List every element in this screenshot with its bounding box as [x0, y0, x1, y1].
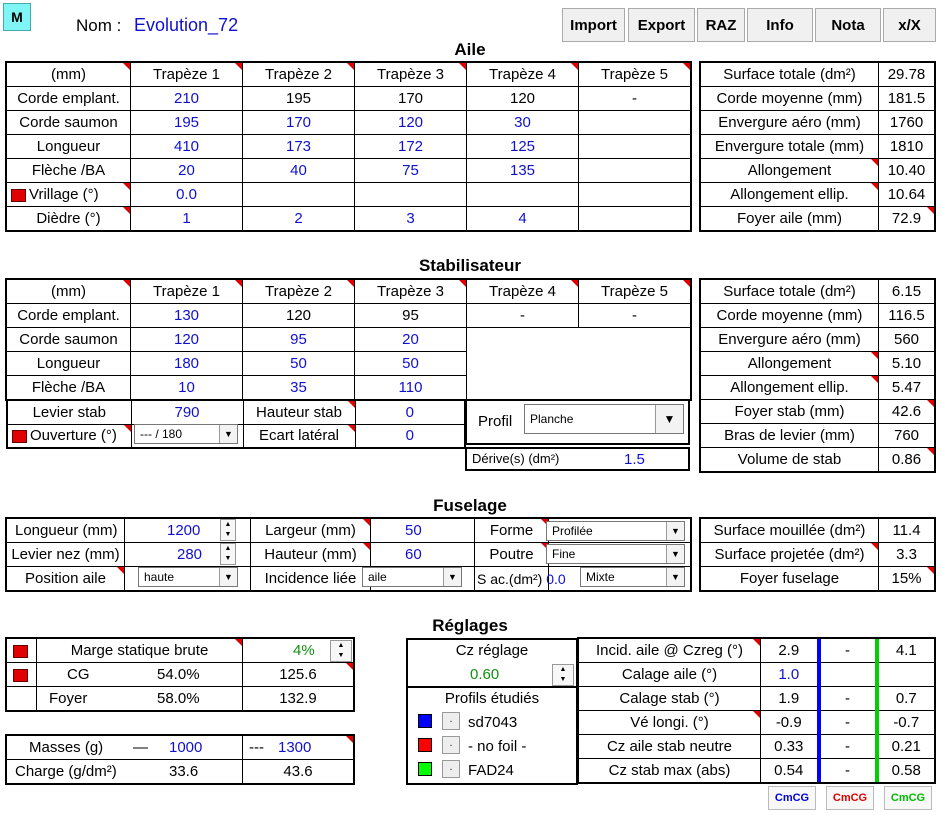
cg-mm: 125.6	[243, 663, 354, 687]
cell[interactable]: 40	[243, 159, 355, 183]
marge-table	[6, 638, 354, 711]
profil-label: Profil	[478, 413, 513, 430]
cell[interactable]: 120	[467, 87, 579, 111]
longueur-label: Longueur (mm)	[7, 519, 125, 543]
calage-aile-value[interactable]: 1.0	[761, 663, 819, 687]
cell[interactable]: 120	[355, 111, 467, 135]
result-label: Foyer aile (mm)	[701, 207, 879, 231]
result-label: Bras de levier (mm)	[701, 424, 879, 448]
cell: -	[819, 687, 877, 711]
stab-header-row	[7, 280, 691, 304]
cell[interactable]: 50	[243, 352, 355, 376]
masses-table	[6, 735, 354, 784]
row-label: Flèche /BA	[7, 159, 131, 183]
row-label: Corde saumon	[7, 111, 131, 135]
cmcg-red-button[interactable]: CmCG	[826, 786, 874, 810]
chevron-down-icon[interactable]: ▼	[655, 405, 683, 433]
cell[interactable]: 20	[131, 159, 243, 183]
export-button[interactable]: Export	[628, 8, 695, 42]
cell: 2.9	[761, 639, 819, 663]
result-value: 29.78	[879, 63, 935, 87]
incidence-label: Incidence liée	[251, 567, 371, 591]
green-square-icon[interactable]	[418, 762, 432, 776]
result-label: Volume de stab	[701, 448, 879, 472]
cell: 0.33	[761, 735, 819, 759]
m-button[interactable]: M	[3, 3, 31, 31]
ouverture-select[interactable]: --- / 180 ▼	[134, 424, 238, 444]
cell: 0.58	[877, 759, 935, 783]
row-label: Cz stab max (abs)	[579, 759, 761, 783]
marge-toggle[interactable]	[7, 639, 37, 663]
chevron-down-icon[interactable]: ▼	[666, 568, 684, 586]
result-value: 10.40	[879, 159, 935, 183]
foyer-row	[37, 687, 243, 711]
incidence-select[interactable]: aile ▼	[362, 567, 462, 587]
nota-button[interactable]: Nota	[815, 8, 881, 42]
aile-row-fleche	[7, 159, 691, 183]
poutre-select[interactable]: Fine ▼	[546, 544, 685, 564]
stab-table	[6, 279, 691, 400]
cell[interactable]: 170	[355, 87, 467, 111]
cell: 0.7	[877, 687, 935, 711]
cell[interactable]: 172	[355, 135, 467, 159]
chevron-down-icon[interactable]: ▼	[666, 545, 684, 563]
cell[interactable]	[579, 135, 691, 159]
cg-pct: 54.0%	[157, 666, 200, 683]
row-label: Flèche /BA	[7, 376, 131, 400]
aile-table	[6, 62, 691, 231]
cell[interactable]: 130	[131, 304, 243, 328]
stab-empty-area	[467, 328, 691, 400]
cell[interactable]: 173	[243, 135, 355, 159]
chevron-down-icon[interactable]: ▼	[443, 568, 461, 586]
levier-stab-label: Levier stab	[7, 400, 131, 424]
cg-label: CG	[67, 666, 90, 683]
profil-select[interactable]: Planche ▼	[524, 404, 684, 434]
red-square-icon[interactable]	[418, 738, 432, 752]
unit-header: (mm)	[7, 280, 131, 304]
tab-trapeze-4: Trapèze 4	[467, 280, 579, 304]
row-label: Corde emplant.	[7, 304, 131, 328]
vrillage-label: Vrillage (°)	[7, 183, 131, 207]
cell: -	[819, 639, 877, 663]
charge-2: 43.6	[243, 760, 354, 784]
result-label: Surface totale (dm²)	[701, 63, 879, 87]
cell: 1.9	[761, 687, 819, 711]
unit-header: (mm)	[7, 63, 131, 87]
charge-row	[7, 760, 243, 784]
charge-label: Charge (g/dm²)	[15, 763, 117, 780]
cell[interactable]: 30	[467, 111, 579, 135]
cell[interactable]: 120	[131, 328, 243, 352]
cell[interactable]: 10	[131, 376, 243, 400]
cz-stepper[interactable]: ▲ ▼	[552, 664, 574, 686]
charge-1: 33.6	[169, 763, 199, 780]
result-label: Foyer stab (mm)	[701, 400, 879, 424]
result-label: Envergure totale (mm)	[701, 135, 879, 159]
hauteur-stab-label: Hauteur stab	[243, 400, 355, 424]
result-value: 6.15	[879, 280, 935, 304]
longueur-value[interactable]: 1200	[125, 519, 251, 543]
cell: -0.9	[761, 711, 819, 735]
derive-label: Dérive(s) (dm²)	[472, 451, 560, 466]
cell[interactable]: 110	[355, 376, 467, 400]
largeur-label: Largeur (mm)	[251, 519, 371, 543]
masses-row	[7, 736, 243, 760]
cell[interactable]	[355, 183, 467, 207]
aile-row-corde-emplant	[7, 87, 691, 111]
levier-nez-label: Levier nez (mm)	[7, 543, 125, 567]
cell[interactable]	[467, 183, 579, 207]
tab-trapeze-4: Trapèze 4	[467, 63, 579, 87]
profil-1-name: sd7043	[468, 714, 518, 731]
red-square-icon[interactable]	[13, 645, 28, 658]
red-square-icon[interactable]	[13, 669, 28, 682]
mass-2	[243, 736, 354, 760]
mass-1-value[interactable]: 1000	[169, 739, 203, 756]
marge-stepper[interactable]: ▲ ▼	[330, 640, 352, 662]
forme-select[interactable]: Profilée ▼	[546, 521, 685, 541]
levier-nez-value[interactable]: 280	[125, 543, 251, 567]
result-label: Corde moyenne (mm)	[701, 304, 879, 328]
result-value: 5.47	[879, 376, 935, 400]
row-label: Vé longi. (°)	[579, 711, 761, 735]
profil-2-button[interactable]: .	[442, 736, 460, 754]
result-value: 0.86	[879, 448, 935, 472]
result-value: 1810	[879, 135, 935, 159]
cell[interactable]: 1	[131, 207, 243, 231]
tab-trapeze-5: Trapèze 5	[579, 63, 691, 87]
result-label: Corde moyenne (mm)	[701, 87, 879, 111]
largeur-value[interactable]: 50	[371, 519, 475, 543]
cell[interactable]: -	[579, 87, 691, 111]
cell[interactable]: 195	[131, 111, 243, 135]
result-label: Allongement	[701, 352, 879, 376]
cmcg-blue-button[interactable]: CmCG	[768, 786, 816, 810]
cell[interactable]: 95	[243, 328, 355, 352]
tab-trapeze-2: Trapèze 2	[243, 63, 355, 87]
sac-select[interactable]: Mixte ▼	[580, 567, 685, 587]
cg-toggle[interactable]	[7, 663, 37, 687]
cell: 0.21	[877, 735, 935, 759]
nom-label: Nom :	[76, 16, 122, 35]
cell[interactable]: 120	[243, 304, 355, 328]
levier-nez-stepper[interactable]: ▲ ▼	[220, 543, 236, 565]
reglages-title: Réglages	[432, 616, 508, 635]
import-button[interactable]: Import	[562, 8, 625, 42]
aile-title: Aile	[454, 40, 486, 59]
result-label: Surface projetée (dm²)	[701, 543, 879, 567]
cell: 0.54	[761, 759, 819, 783]
info-button[interactable]: Info	[747, 8, 813, 42]
profils-label: Profils étudiés	[444, 690, 540, 707]
masses-label: Masses (g)	[29, 739, 104, 756]
cell[interactable]: 3	[355, 207, 467, 231]
fuselage-results	[700, 518, 935, 591]
cell[interactable]: 410	[131, 135, 243, 159]
cell	[877, 663, 935, 687]
chevron-down-icon[interactable]: ▼	[666, 522, 684, 540]
cell[interactable]: 210	[131, 87, 243, 111]
sac-value[interactable]: 0.0	[546, 570, 566, 587]
vrillage-toggle-icon[interactable]	[11, 189, 26, 202]
ecart-value[interactable]: 0	[355, 424, 465, 448]
cell: -0.7	[877, 711, 935, 735]
result-value: 11.4	[879, 519, 935, 543]
row-label: Incid. aile @ Czreg (°)	[579, 639, 761, 663]
result-label: Allongement ellip.	[701, 376, 879, 400]
cell[interactable]: 125	[467, 135, 579, 159]
result-label: Envergure aéro (mm)	[701, 328, 879, 352]
result-value: 116.5	[879, 304, 935, 328]
marge-value[interactable]: 4%	[243, 639, 354, 663]
tab-trapeze-2: Trapèze 2	[243, 280, 355, 304]
m2-mark: ---	[249, 739, 264, 756]
cell[interactable]: 35	[243, 376, 355, 400]
result-value: 10.64	[879, 183, 935, 207]
ouverture-label: Ouverture (°)	[7, 424, 131, 448]
aile-row-vrillage	[7, 183, 691, 207]
stab-title: Stabilisateur	[418, 256, 522, 275]
cell[interactable]: 75	[355, 159, 467, 183]
m1-mark: —	[133, 739, 148, 756]
cell[interactable]	[579, 207, 691, 231]
hauteur-stab-value[interactable]: 0	[355, 400, 465, 424]
stab-results	[700, 279, 935, 472]
tab-trapeze-5: Trapèze 5	[579, 280, 691, 304]
cell[interactable]: 95	[355, 304, 467, 328]
cz-label: Cz réglage	[455, 642, 529, 659]
cell[interactable]	[579, 159, 691, 183]
result-value: 72.9	[879, 207, 935, 231]
cell: -	[819, 759, 877, 783]
position-select[interactable]: haute ▼	[138, 567, 238, 587]
row-label: Calage stab (°)	[579, 687, 761, 711]
tab-trapeze-3: Trapèze 3	[355, 280, 467, 304]
position-label: Position aile	[7, 567, 125, 591]
cell: -	[819, 711, 877, 735]
profil-1-button[interactable]: .	[442, 712, 460, 730]
aile-results	[700, 62, 935, 231]
divider	[408, 686, 576, 688]
cell: 4.1	[877, 639, 935, 663]
ouverture-toggle-icon[interactable]	[12, 430, 27, 443]
aile-row-diedre	[7, 207, 691, 231]
cg-row	[37, 663, 243, 687]
result-label: Surface mouillée (dm²)	[701, 519, 879, 543]
row-label: Dièdre (°)	[7, 207, 131, 231]
raz-button[interactable]: RAZ	[697, 8, 745, 42]
foyer-mm: 132.9	[243, 687, 354, 711]
mass-2-value[interactable]: 1300	[278, 739, 312, 756]
hauteur-label: Hauteur (mm)	[251, 543, 371, 567]
result-value: 760	[879, 424, 935, 448]
cell[interactable]: 195	[243, 87, 355, 111]
result-value: 560	[879, 328, 935, 352]
result-label: Surface totale (dm²)	[701, 280, 879, 304]
chevron-down-icon[interactable]: ▼	[219, 568, 237, 586]
result-value: 42.6	[879, 400, 935, 424]
forme-label: Forme	[475, 519, 549, 543]
row-label: Corde emplant.	[7, 87, 131, 111]
poutre-label: Poutre	[475, 543, 549, 567]
result-value: 181.5	[879, 87, 935, 111]
derive-value[interactable]: 1.5	[624, 451, 645, 468]
sac-label: S ac.(dm²) 0.0	[475, 567, 549, 591]
result-label: Allongement	[701, 159, 879, 183]
cell[interactable]: 135	[467, 159, 579, 183]
row-label: Calage aile (°)	[579, 663, 761, 687]
ecart-label: Ecart latéral	[243, 424, 355, 448]
aile-row-longueur	[7, 135, 691, 159]
marge-label: Marge statique brute	[37, 639, 243, 663]
profil-2-name: - no foil -	[468, 738, 527, 755]
row-label: Corde saumon	[7, 328, 131, 352]
cell[interactable]: 2	[243, 207, 355, 231]
chevron-down-icon[interactable]: ▼	[219, 425, 237, 443]
result-value: 3.3	[879, 543, 935, 567]
cell[interactable]: 180	[131, 352, 243, 376]
cmcg-green-button[interactable]: CmCG	[884, 786, 932, 810]
result-value: 15%	[879, 567, 935, 591]
foyer-label: Foyer	[49, 690, 88, 707]
result-label: Allongement ellip.	[701, 183, 879, 207]
blank	[7, 687, 37, 711]
reglages-table	[578, 638, 935, 783]
cell[interactable]: -	[579, 304, 691, 328]
row-label: Cz aile stab neutre	[579, 735, 761, 759]
result-label: Foyer fuselage	[701, 567, 879, 591]
cell	[819, 663, 877, 687]
cell: -	[819, 735, 877, 759]
aile-row-corde-saumon	[7, 111, 691, 135]
aile-header-row	[7, 63, 691, 87]
hauteur-value[interactable]: 60	[371, 543, 475, 567]
foyer-pct: 58.0%	[157, 690, 200, 707]
cell[interactable]: 20	[355, 328, 467, 352]
cell[interactable]	[579, 111, 691, 135]
fuselage-title: Fuselage	[433, 496, 507, 515]
profil-3-name: FAD24	[468, 762, 514, 779]
cell[interactable]	[243, 183, 355, 207]
cell[interactable]: 170	[243, 111, 355, 135]
nom-value[interactable]: Evolution_72	[134, 15, 239, 35]
scale-button[interactable]: x/X	[883, 8, 936, 42]
cz-value[interactable]: 0.60	[470, 666, 500, 683]
cell[interactable]: 0.0	[131, 183, 243, 207]
longueur-stepper[interactable]: ▲ ▼	[220, 519, 236, 541]
row-label: Longueur	[7, 352, 131, 376]
tab-trapeze-3: Trapèze 3	[355, 63, 467, 87]
cell[interactable]: 50	[355, 352, 467, 376]
blue-square-icon[interactable]	[418, 714, 432, 728]
result-value: 5.10	[879, 352, 935, 376]
cell[interactable]	[579, 183, 691, 207]
tab-trapeze-1: Trapèze 1	[131, 63, 243, 87]
profil-3-button[interactable]: .	[442, 760, 460, 778]
result-value: 1760	[879, 111, 935, 135]
row-label: Longueur	[7, 135, 131, 159]
cell[interactable]: -	[467, 304, 579, 328]
cell[interactable]: 4	[467, 207, 579, 231]
tab-trapeze-1: Trapèze 1	[131, 280, 243, 304]
levier-stab-value[interactable]: 790	[131, 400, 243, 424]
result-label: Envergure aéro (mm)	[701, 111, 879, 135]
